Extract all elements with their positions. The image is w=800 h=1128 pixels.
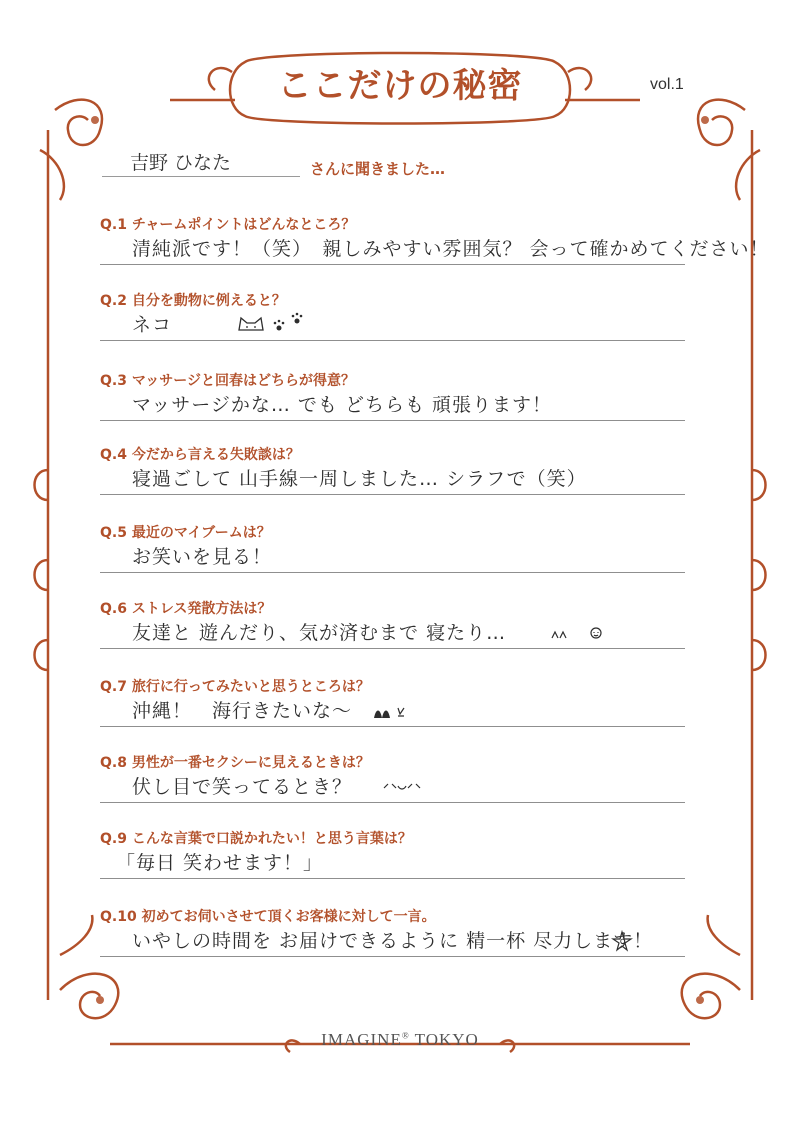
volume-label: vol.1 — [650, 76, 684, 93]
qa-item-5 — [100, 522, 685, 602]
question-9: Q.9 こんな言葉で口説かれたい！と思う言葉は？ — [100, 831, 412, 847]
qa-item-6 — [100, 598, 685, 678]
question-10: Q.10 初めてお伺いさせて頂くお客様に対して一言。 — [100, 909, 436, 925]
answer-3: マッサージかな… でも どちらも 頑張ります！ — [132, 394, 552, 416]
respondent-name: 吉野 ひなた — [130, 152, 232, 174]
answer-9: 「毎日 笑わせます！」 — [116, 852, 324, 874]
answer-rule — [100, 648, 685, 649]
name-underline — [102, 176, 300, 177]
smile-face-doodle-icon — [382, 778, 422, 794]
qa-item-2 — [100, 290, 685, 370]
wave-doodle-icon — [372, 702, 412, 722]
answer-10: いやしの時間を お届けできるように 精一杯 尽力します！ — [132, 930, 654, 952]
qa-item-10 — [100, 906, 685, 986]
answer-rule — [100, 802, 685, 803]
answer-rule — [100, 340, 685, 341]
answer-rule — [100, 420, 685, 421]
qa-item-9 — [100, 828, 685, 908]
answer-8: 伏し目で笑ってるとき？ — [132, 776, 353, 798]
qa-item-8 — [100, 752, 685, 832]
question-4: Q.4 今だから言える失敗談は？ — [100, 447, 300, 463]
cat-doodle-icon — [235, 312, 315, 338]
logo-main-text: IMAGINE — [321, 1030, 402, 1049]
qa-item-4 — [100, 444, 685, 524]
qa-item-3 — [100, 370, 685, 450]
bottom-right-corner-ornament — [682, 974, 740, 1019]
question-7: Q.7 旅行に行ってみたいと思うところは？ — [100, 679, 370, 695]
answer-4: 寝過ごして 山手線一周しました… シラフで（笑） — [132, 468, 587, 490]
answer-7: 沖縄！ 海行きたいな～ — [132, 700, 353, 722]
qa-item-7 — [100, 676, 685, 756]
answer-2: ネコ — [132, 314, 173, 336]
footer-logo — [290, 1030, 510, 1050]
right-scroll-ornament — [752, 470, 766, 670]
question-8: Q.8 男性が一番セクシーに見えるときは？ — [100, 755, 370, 771]
question-6: Q.6 ストレス発散方法は？ — [100, 601, 272, 617]
answer-rule — [100, 494, 685, 495]
qa-item-1 — [100, 214, 770, 294]
star-doodle-icon — [610, 930, 634, 954]
answer-rule — [100, 956, 685, 957]
question-5: Q.5 最近のマイブームは？ — [100, 525, 271, 541]
question-1: Q.1 チャームポイントはどんなところ？ — [100, 217, 356, 233]
answer-rule — [100, 878, 685, 879]
answer-5: お笑いを見る！ — [132, 546, 273, 568]
left-scroll-ornament — [35, 470, 49, 670]
registered-mark: ® — [401, 1030, 410, 1041]
answer-rule — [100, 726, 685, 727]
answer-rule — [100, 264, 685, 265]
page-title: ここだけの秘密 — [277, 66, 523, 106]
name-row — [100, 148, 700, 182]
question-2: Q.2 自分を動物に例えると？ — [100, 293, 286, 309]
answer-rule — [100, 572, 685, 573]
sparkle-doodle-icon — [548, 624, 608, 646]
answer-1: 清純派です！（笑） 親しみやすい雰囲気？ 会って確かめてください！ — [132, 238, 770, 260]
interview-suffix: さんに聞きました… — [310, 160, 446, 178]
answer-6: 友達と 遊んだり、気が済むまで 寝たり… — [132, 622, 507, 644]
question-3: Q.3 マッサージと回春はどちらが得意？ — [100, 373, 355, 389]
logo-city-text: TOKYO — [414, 1030, 479, 1049]
